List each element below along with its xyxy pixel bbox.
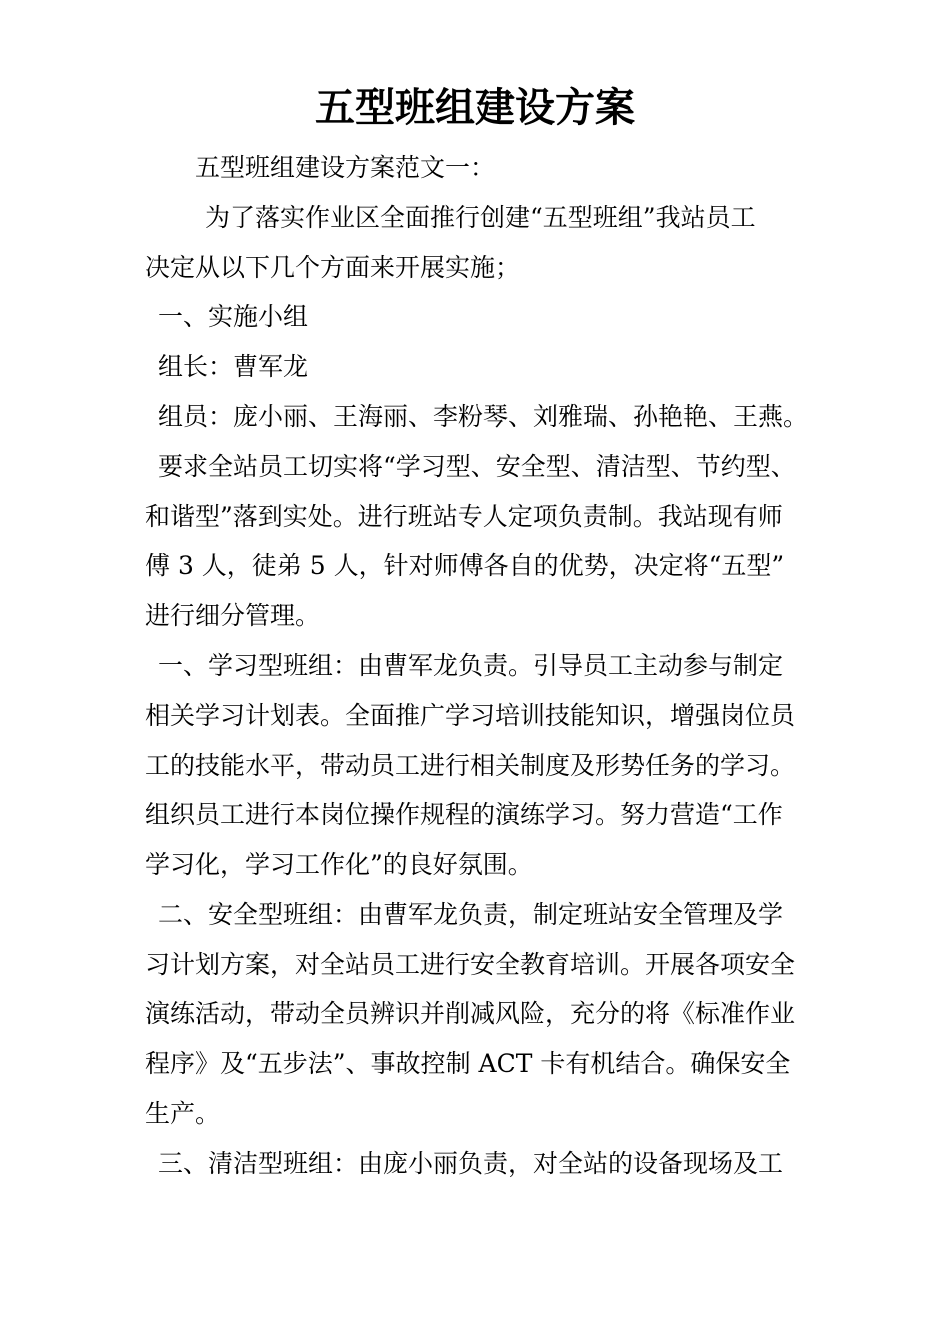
document-title: 五型班组建设方案 bbox=[315, 84, 635, 131]
paragraph-line: 程序》及“五步法”、事故控制 ACT 卡有机结合。确保安全 bbox=[145, 1049, 791, 1078]
paragraph-line: 组员：庞小丽、王海丽、李粉琴、刘雅瑞、孙艳艳、王燕。 bbox=[158, 402, 809, 431]
section-heading: 二、安全型班组：由曹军龙负责，制定班站安全管理及学 bbox=[158, 900, 784, 929]
paragraph-line: 演练活动，带动全员辨识并削减风险，充分的将《标准作业 bbox=[145, 999, 796, 1028]
paragraph-line: 工的技能水平，带动员工进行相关制度及形势任务的学习。 bbox=[145, 751, 796, 780]
paragraph-line: 要求全站员工切实将“学习型、安全型、清洁型、节约型、 bbox=[158, 452, 796, 481]
section-heading: 一、学习型班组：由曹军龙负责。引导员工主动参与制定 bbox=[158, 651, 784, 680]
section-heading: 三、清洁型班组：由庞小丽负责，对全站的设备现场及工 bbox=[158, 1149, 784, 1178]
paragraph-line: 学习化，学习工作化”的良好氛围。 bbox=[145, 850, 533, 879]
paragraph-line: 生产。 bbox=[145, 1099, 221, 1128]
paragraph-line: 组织员工进行本岗位操作规程的演练学习。努力营造“工作 bbox=[145, 800, 783, 829]
paragraph-line: 为了落实作业区全面推行创建“五型班组”我站员工 bbox=[205, 203, 756, 232]
paragraph-line: 组长：曹军龙 bbox=[158, 352, 309, 381]
paragraph-line: 相关学习计划表。全面推广学习培训技能知识，增强岗位员 bbox=[145, 701, 796, 730]
paragraph-line: 习计划方案，对全站员工进行安全教育培训。开展各项安全 bbox=[145, 950, 796, 979]
intro-heading: 五型班组建设方案范文一： bbox=[195, 153, 496, 182]
paragraph-line: 决定从以下几个方面来开展实施； bbox=[145, 253, 521, 282]
paragraph-line: 进行细分管理。 bbox=[145, 601, 321, 630]
paragraph-line: 傅 3 人，徒弟 5 人，针对师傅各自的优势，决定将“五型” bbox=[145, 551, 785, 580]
paragraph-line: 和谐型”落到实处。进行班站专人定项负责制。我站现有师 bbox=[145, 502, 783, 531]
section-heading: 一、实施小组 bbox=[158, 302, 309, 331]
